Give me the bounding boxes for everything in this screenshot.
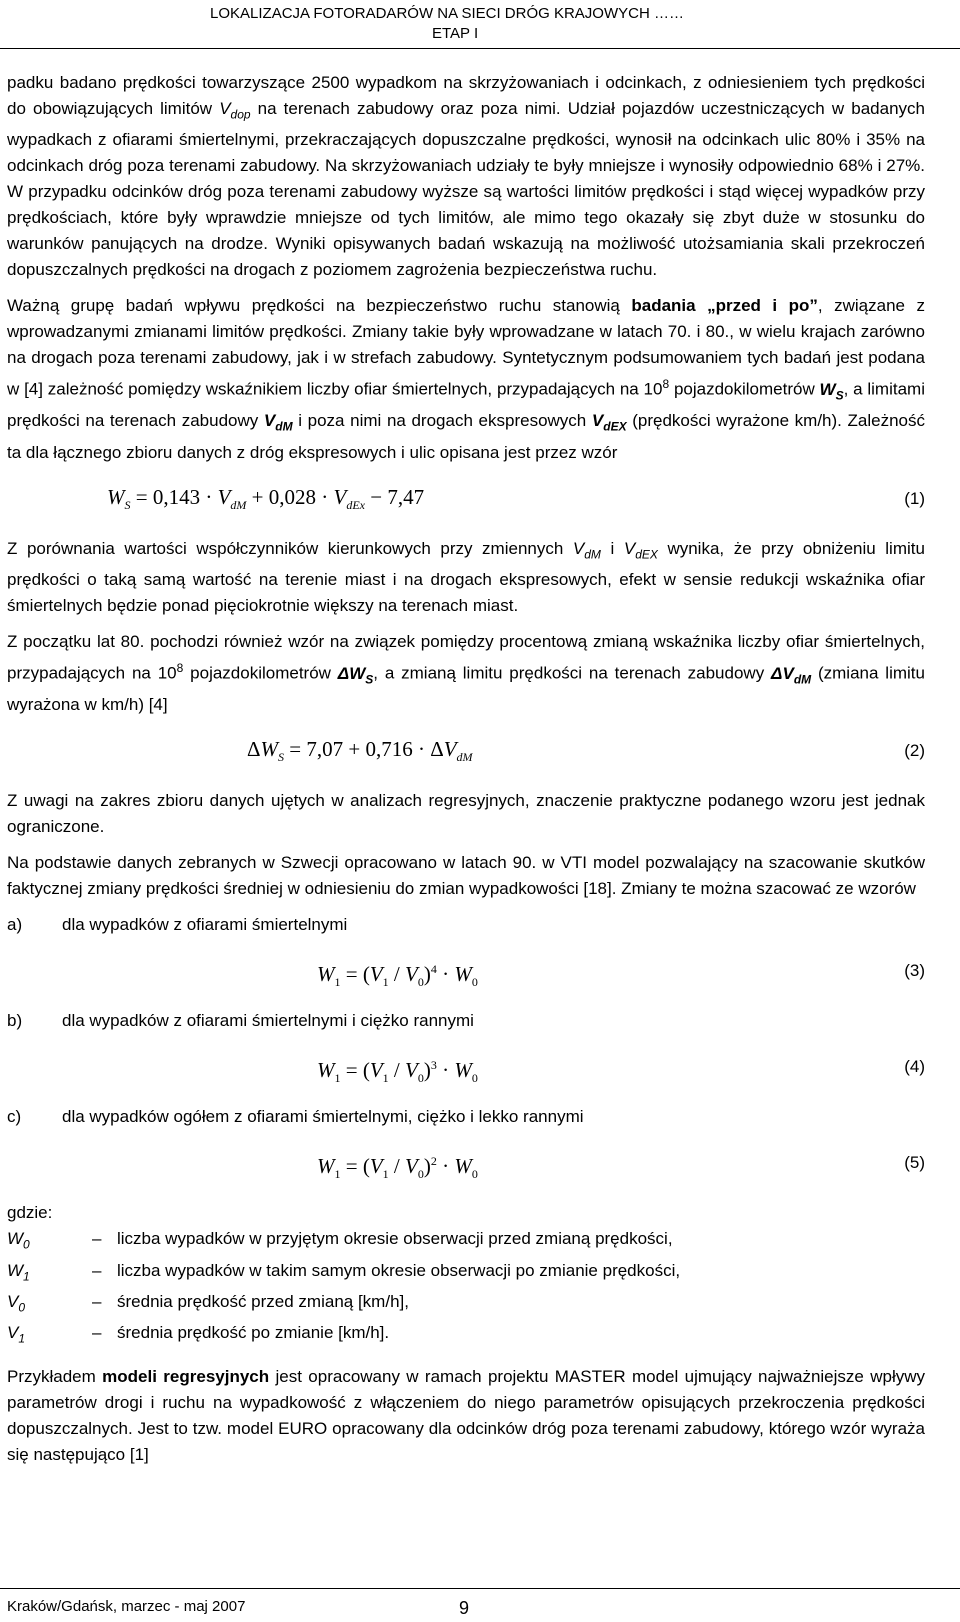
footer-rule (0, 1588, 960, 1589)
formula-5: $W_1 = (V_1 / V_0)^2 \cdot W_0$ (5) (317, 1153, 925, 1182)
paragraph-5: Z uwagi na zakres zbioru danych ujętych w analizach regresyjnych, znaczenie praktyczne podanego wzoru jest jednak ograniczone. (7, 791, 925, 837)
list-item-b: b) dla wypadków z ofiarami śmiertelnymi i ciężko rannymi (7, 1011, 474, 1031)
list-item-a: a) dla wypadków z ofiarami śmiertelnymi (7, 915, 348, 935)
paragraph-4: Z początku lat 80. pochodzi również wzór na związek pomiędzy procentową zmianą wskaźnika liczby ofiar śmiertelnych, przypadających na $10^8$ pojazdokilometrów $\Delta W_S$, a zmianą limitu prędkości na terenach zabudowy $\Delta V_{dM}$ (zmiana limitu wyrażona w km/h) [4] (7, 632, 925, 715)
page-number: 9 (459, 1598, 470, 1618)
header-rule (0, 48, 960, 49)
header-stage: ETAP I (432, 25, 479, 42)
definition-item: $V_1$ – średnia prędkość po zmianie [km/h]. (7, 1323, 390, 1346)
paragraph-3: Z porównania wartości współczynników kierunkowych przy zmiennych $V_{dM}$ i $V_{dEX}$ wynika, że przy obniżeniu limitu prędkości o taką samą wartość na terenie miast i na drogach ekspresowych, efekt w sensie redukcji wskaźnika ofiar śmiertelnych będzie ponad pięciokrotnie większy na terenach miast. (7, 538, 925, 616)
formula-1: $W_S = 0,143 \cdot V_{dM} + 0,028 \cdot V_{dEx} - 7,47$ (1) (107, 484, 925, 513)
definitions (7, 1200, 925, 1352)
header-title: LOKALIZACJA FOTORADARÓW NA SIECI DRÓG KRAJOWYCH …… (210, 5, 684, 22)
paragraph-2: Ważną grupę badań wpływu prędkości na bezpieczeństwo ruchu stanowią badania „przed i po”, związane z wprowadzanymi zmianami limitów prędkości. Zmiany takie były wprowadzane w latach 70. i 80., w wielu krajach zarówno na drogach poza terenami zabudowy, jak i w strefach zabudowy. Syntetycznym podsumowaniem tych badań jest podana w [4] zależność pomiędzy wskaźnikiem liczby ofiar śmiertelnych, przypadających na $10^8$ pojazdokilometrów $W_S$, a limitami prędkości na terenach zabudowy $V_{dM}$ i poza nimi na drogach ekspresowych $V_{dEX}$ (prędkości wyrażone km/h). Zależność ta dla łącznego zbioru danych z dróg ekspresowych i ulic opisana jest przez wzór (7, 296, 926, 462)
list-item-c: c) dla wypadków ogółem z ofiarami śmiertelnymi, ciężko i lekko rannymi (7, 1107, 584, 1127)
definition-item: $W_0$ – liczba wypadków w przyjętym okresie obserwacji przed zmianą prędkości, (7, 1229, 673, 1252)
paragraph-6: Na podstawie danych zebranych w Szwecji opracowano w latach 90. w VTI model pozwalający na szacowanie skutków faktycznej zmiany prędkości średniej w odniesieniu do zmian wypadkowości [18]. Zmiany te można szacować ze wzorów (7, 853, 925, 899)
footer-date: Kraków/Gdańsk, marzec - maj 2007 (7, 1598, 246, 1615)
definition-item: $W_1$ – liczba wypadków w takim samym okresie obserwacji po zmianie prędkości, (7, 1260, 681, 1284)
page-body (7, 70, 925, 1468)
formula-3: $W_1 = (V_1 / V_0)^4 \cdot W_0$ (3) (317, 961, 925, 990)
paragraph-7: Przykładem modeli regresyjnych jest opracowany w ramach projektu MASTER model ujmujący najważniejsze wpływy parametrów drogi i ruchu na wypadkowość z włączeniem do niego parametrów opisujących przekroczenia prędkości dopuszczalnych. Jest to tzw. model EURO opracowany dla odcinków dróg poza terenami zabudowy, którego wzór wyraża się następująco [1] (7, 1366, 925, 1464)
definition-item: $V_0$ – średnia prędkość przed zmianą [km/h], (7, 1292, 409, 1315)
definitions-intro: gdzie: (7, 1203, 53, 1223)
formula-4: $W_1 = (V_1 / V_0)^3 \cdot W_0$ (4) (317, 1057, 925, 1086)
formula-2: $\Delta W_S = 7,07 + 0,716 \cdot \Delta V_{dM}$ (2) (247, 737, 925, 765)
paragraph-1: padku badano prędkości towarzyszące 2500 wypadkom na skrzyżowaniach i odcinkach, z odniesieniem tych prędkości do obowiązujących limitów $V_{dop}$ na terenach zabudowy oraz poza nimi. Udział pojazdów uczestniczących w badanych wypadkach z ofiarami śmiertelnymi, przekraczających dopuszczalne prędkości, wynosił na odcinkach ulic 80% i 35% na odcinkach dróg poza terenami zabudowy. Na skrzyżowaniach udziały te były mniejsze i wynosiły odpowiednio 68% i 27%. W przypadku odcinków dróg poza terenami zabudowy wyższe są wartości limitów prędkości i stąd więcej wypadków przy prędkościach, które były wprawdzie mniejsze od tych limitów, ale mimo tego okazały się zbyt duże w stosunku do warunków panujących na drodze. Wyniki opisywanych badań wskazują na możliwość utożsamiania skali przekroczeń dopuszczalnych prędkości na drogach z poziomem zagrożenia bezpieczeństwa ruchu. (7, 73, 925, 280)
